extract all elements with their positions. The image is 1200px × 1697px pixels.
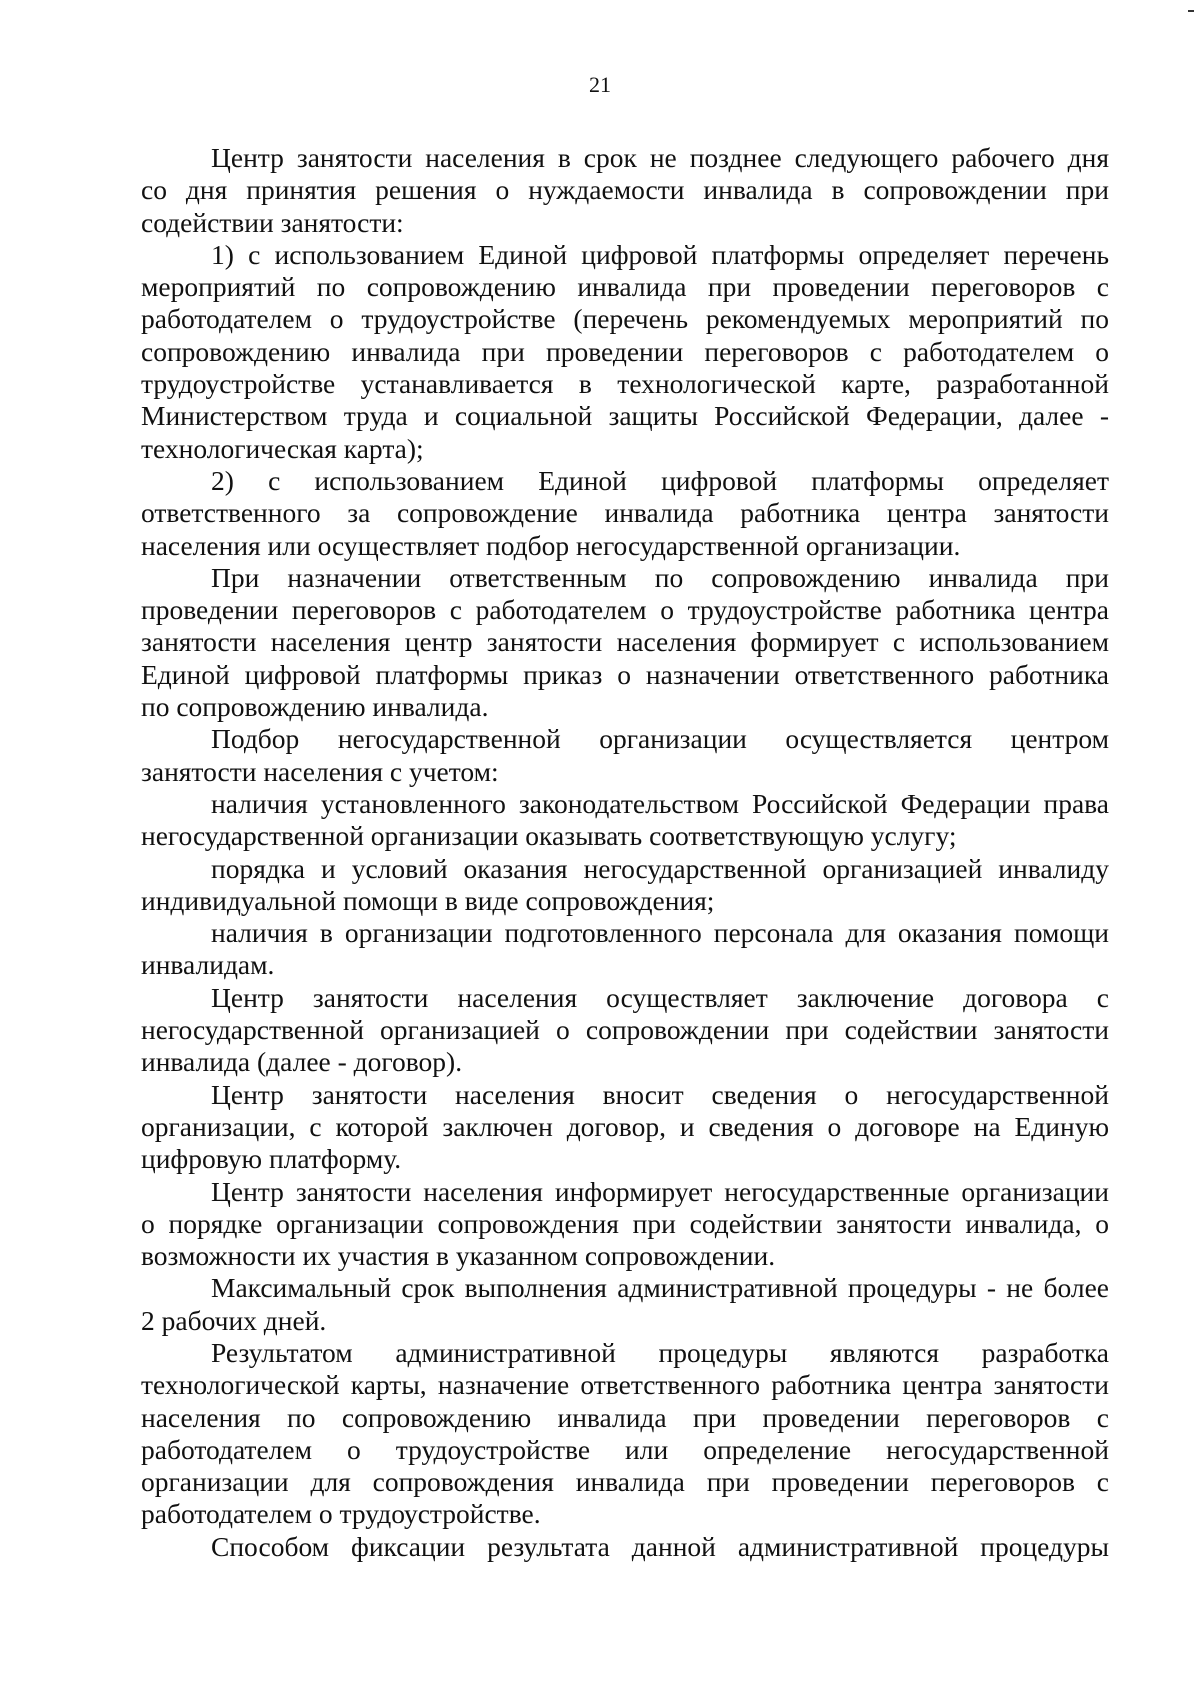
text-line: по сопровождению инвалида. xyxy=(141,691,489,723)
text-line: Центр занятости населения осуществляет заключение договора с xyxy=(211,981,1109,1013)
text-line: занятости населения с учетом: xyxy=(141,755,499,787)
text-line: Министерством труда и социальной защиты Российской Федерации, далее - xyxy=(141,400,1109,432)
text-line: технологическая карта); xyxy=(141,432,424,464)
paragraph xyxy=(141,1079,1109,1176)
text-line: содействии занятости: xyxy=(141,206,404,238)
paragraph xyxy=(141,465,1109,562)
text-line: занятости населения центр занятости населения формирует с использованием xyxy=(141,626,1109,658)
text-line: о порядке организации сопровождения при содействии занятости инвалида, о xyxy=(141,1207,1109,1239)
text-line: организации для сопровождения инвалида при проведении переговоров с xyxy=(141,1466,1109,1498)
paragraph xyxy=(141,562,1109,723)
text-line: Центр занятости населения информирует негосударственные организации xyxy=(211,1175,1109,1207)
text-line: порядка и условий оказания негосударственной организацией инвалиду xyxy=(211,852,1109,884)
paragraph xyxy=(141,1531,1109,1563)
paragraph xyxy=(141,788,1109,853)
text-line: При назначении ответственным по сопровождению инвалида при xyxy=(211,561,1109,593)
text-line: Единой цифровой платформы приказ о назначении ответственного работника xyxy=(141,658,1109,690)
text-line: Максимальный срок выполнения административной процедуры - не более xyxy=(211,1272,1109,1304)
paragraph xyxy=(141,723,1109,788)
text-line: ответственного за сопровождение инвалида работника центра занятости xyxy=(141,497,1109,529)
text-line: возможности их участия в указанном сопровождении. xyxy=(141,1240,776,1272)
paragraph xyxy=(141,853,1109,918)
scan-edge-mark xyxy=(1188,10,1194,12)
paragraph xyxy=(141,239,1109,465)
text-line: со дня принятия решения о нуждаемости инвалида в сопровождении при xyxy=(141,174,1109,206)
text-line: работодателем о трудоустройстве (перечень рекомендуемых мероприятий по xyxy=(141,303,1109,335)
text-line: сопровождению инвалида при проведении переговоров с работодателем о xyxy=(141,335,1109,367)
text-line: наличия установленного законодательством Российской Федерации права xyxy=(211,787,1109,819)
text-line: негосударственной организацией о сопровождении при содействии занятости xyxy=(141,1014,1109,1046)
text-line: Центр занятости населения вносит сведения о негосударственной xyxy=(211,1078,1109,1110)
paragraph xyxy=(141,1272,1109,1337)
text-line: индивидуальной помощи в виде сопровождения; xyxy=(141,884,715,916)
text-line: организации, с которой заключен договор, и сведения о договоре на Единую xyxy=(141,1110,1109,1142)
page-number: 21 xyxy=(589,72,611,97)
paragraph xyxy=(141,982,1109,1079)
text-line: 1) с использованием Единой цифровой платформы определяет перечень xyxy=(211,238,1109,270)
text-line: цифровую платформу. xyxy=(141,1143,402,1175)
text-line: негосударственной организации оказывать соответствующую услугу; xyxy=(141,820,957,852)
text-line: трудоустройстве устанавливается в технологической карте, разработанной xyxy=(141,368,1109,400)
text-line: технологической карты, назначение ответственного работника центра занятости xyxy=(141,1369,1109,1401)
text-line: Подбор негосударственной организации осуществляется центром xyxy=(211,723,1109,755)
text-line: мероприятий по сопровождению инвалида при проведении переговоров с xyxy=(141,271,1109,303)
text-line: наличия в организации подготовленного персонала для оказания помощи xyxy=(211,917,1109,949)
text-line: Способом фиксации результата данной административной процедуры xyxy=(211,1530,1109,1562)
text-line: населения или осуществляет подбор негосударственной организации. xyxy=(141,529,961,561)
paragraph xyxy=(141,142,1109,239)
text-line: Результатом административной процедуры являются разработка xyxy=(211,1336,1109,1368)
text-line: Центр занятости населения в срок не позднее следующего рабочего дня xyxy=(211,142,1109,173)
text-line: 2 рабочих дней. xyxy=(141,1304,327,1336)
paragraph xyxy=(141,1337,1109,1531)
paragraph xyxy=(141,1176,1109,1273)
text-line: работодателем о трудоустройстве или определение негосударственной xyxy=(141,1433,1109,1465)
text-line: инвалида (далее - договор). xyxy=(141,1046,463,1078)
paragraph xyxy=(141,917,1109,982)
text-line: 2) с использованием Единой цифровой платформы определяет xyxy=(211,464,1109,496)
text-line: работодателем о трудоустройстве. xyxy=(141,1498,541,1530)
text-line: проведении переговоров с работодателем о трудоустройстве работника центра xyxy=(141,594,1109,626)
text-line: инвалидам. xyxy=(141,949,275,981)
document-body xyxy=(141,142,1109,1563)
text-line: населения по сопровождению инвалида при проведении переговоров с xyxy=(141,1401,1109,1433)
